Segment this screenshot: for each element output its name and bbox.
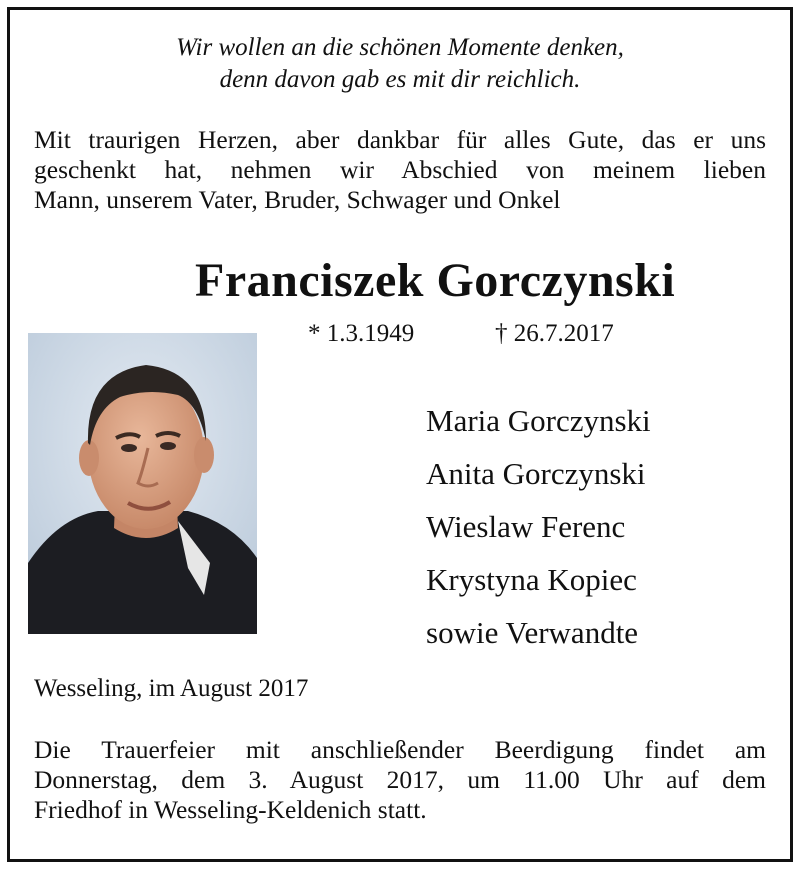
mourner-name: Krystyna Kopiec [426, 562, 637, 597]
intro-line: geschenkt hat, nehmen wir Abschied von meinem lieben [34, 155, 766, 184]
intro-text [34, 125, 766, 215]
mourner-name: Wieslaw Ferenc [426, 509, 626, 544]
death-date: † 26.7.2017 [495, 320, 614, 347]
mourner-name: Maria Gorczynski [426, 403, 651, 438]
service-line: Donnerstag, dem 3. August 2017, um 11.00 Uhr auf dem [34, 765, 766, 794]
place-and-date: Wesseling, im August 2017 [34, 675, 309, 702]
birth-date: * 1.3.1949 [308, 320, 415, 347]
portrait-photo [28, 333, 257, 634]
service-announcement [34, 735, 766, 825]
mourner-relatives: sowie Verwandte [426, 615, 639, 650]
deceased-name: Franciszek Gorczynski [195, 254, 676, 307]
service-line: Friedhof in Wesseling-Keldenich statt. [34, 795, 427, 824]
motto-line-1: Wir wollen an die schönen Momente denken, [176, 34, 624, 61]
intro-line: Mit traurigen Herzen, aber dankbar für alles Gute, das er uns [34, 125, 766, 154]
service-line: Die Trauerfeier mit anschließender Beerdigung findet am [34, 735, 766, 764]
intro-line: Mann, unserem Vater, Bruder, Schwager und Onkel [34, 185, 561, 214]
motto-line-2: denn davon gab es mit dir reichlich. [219, 66, 581, 93]
mourners-list [426, 394, 651, 659]
portrait-illustration [28, 333, 257, 634]
mourner-name: Anita Gorczynski [426, 456, 646, 491]
